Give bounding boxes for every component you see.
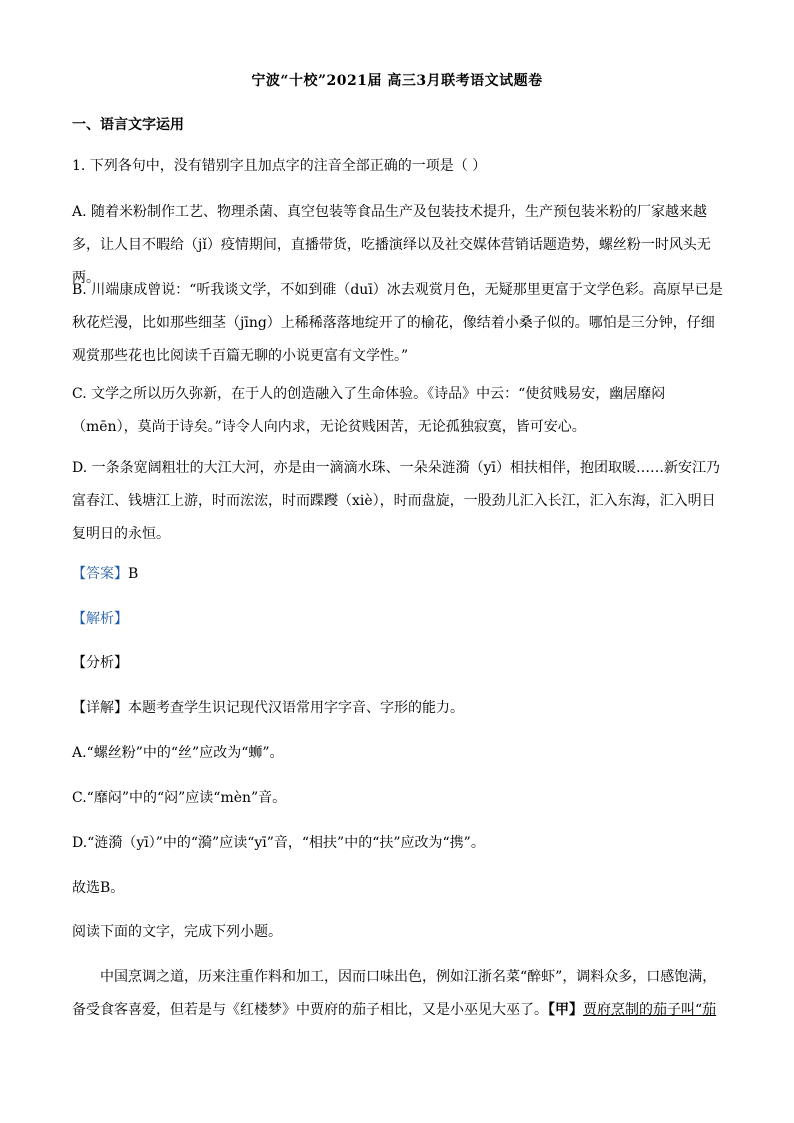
analysis-tag: 【解析】 [72, 611, 128, 627]
explain-line-a: A.“螺丝粉”中的“丝”应改为“蛳”。 [72, 745, 284, 761]
reading-instruction: 阅读下面的文字，完成下列小题。 [72, 924, 282, 940]
question-stem: 1. 下列各句中，没有错别字且加点字的注音全部正确的一项是（ ） [72, 158, 487, 174]
detail-line [72, 692, 724, 725]
passage-tag: 【甲】 [548, 1002, 583, 1018]
option-d: D. 一条条宽阔粗壮的大江大河，亦是由一滴滴水珠、一朵朵涟漪（yī）相扶相伴，抱团取暖……新安江乃富春江、钱塘江上游，时而浤浤，时而蹀躞（xiè），时而盘旋，一股劲儿汇入长江，汇入东海，汇入明日复明日的永恒。 [72, 460, 721, 542]
answer-value: B [128, 566, 139, 582]
detail-tag: 【详解】 [72, 700, 128, 716]
passage-text: 中国烹调之道，历来注重作料和加工，因而口味出色，例如江浙名菜“醉虾”，调料众多，口感饱满，备受食客喜爱，但若是与《红楼梦》中贾府的茄子相比，又是小巫见大巫了。 [72, 969, 717, 1018]
option-c: C. 文学之所以历久弥新，在于人的创造融入了生命体验。《诗品》中云：“使贫贱易安，幽居靡闷（mēn），莫尚于诗矣。”诗令人向内求，无论贫贱困苦，无论孤独寂寞，皆可安心。 [72, 386, 666, 435]
explain-line-c: C.“靡闷”中的“闷”应读“mèn”音。 [72, 790, 287, 806]
passage-paragraph [72, 961, 724, 1027]
explain-line-d: D.“涟漪（yī）”中的“漪”应读“yī”音，“相扶”中的“扶”应改为“携”。 [72, 835, 485, 851]
fenxi-tag: 【分析】 [72, 655, 128, 671]
option-b: B. 川端康成曾说：“听我谈文学，不如到碓（duī）冰去观赏月色，无疑那里更富于文学色彩。高原早已是秋花烂漫，比如那些细茎（jīng）上稀稀落落地绽开了的榆花，像结着小桑子似的。哪怕是三分钟，仔细观赏那些花也比阅读千百篇无聊的小说更富有文学性。” [72, 282, 723, 364]
passage-underlined: 贾府烹制的茄子叫“茄 [583, 1002, 717, 1018]
section-heading: 一、语言文字运用 [72, 117, 184, 133]
answer-line [72, 558, 724, 591]
detail-text: 本题考查学生识记现代汉语常用字字音、字形的能力。 [128, 700, 464, 716]
page-title: 宁波“十校”2021届 高三3月联考语文试题卷 [251, 73, 543, 89]
choose-line: 故选B。 [72, 880, 125, 896]
answer-tag: 【答案】 [72, 566, 128, 582]
option-a: A. 随着米粉制作工艺、物理杀菌、真空包装等食品生产及包装技术提升，生产预包装米粉的厂家越来越多，让人目不暇给（jǐ）疫情期间，直播带货，吃播演绎以及社交媒体营销话题造势，螺丝粉一时风头无两。 [72, 204, 711, 286]
